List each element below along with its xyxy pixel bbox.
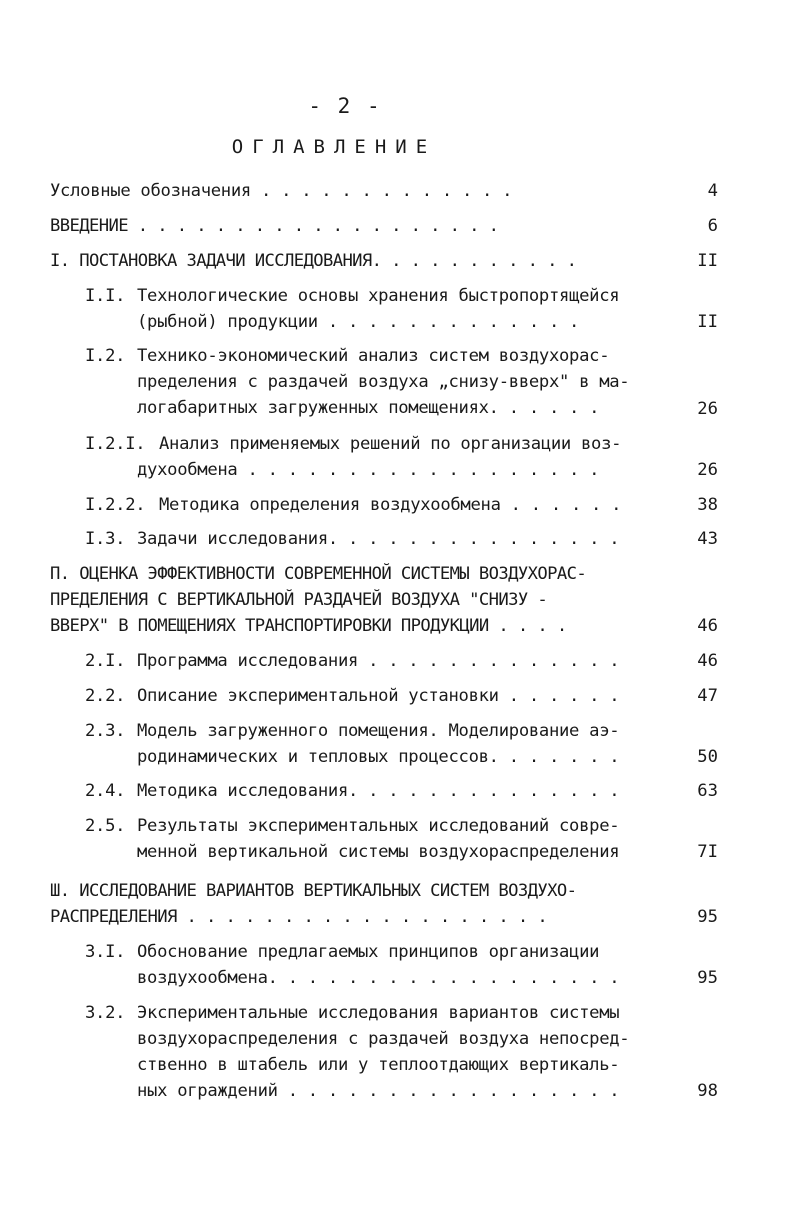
toc-page-ref: 26 [697, 399, 718, 419]
toc-entry-text: воздухообмена. . . . . . . . . . . . . . . . . . [137, 968, 620, 988]
toc-entry-number: Ш. [50, 881, 70, 901]
toc-entry-number: I.I. [85, 286, 126, 306]
toc-entry-text: Обоснование предлагаемых принципов организации [137, 942, 600, 962]
toc-entry-text: ПОСТАНОВКА ЗАДАЧИ ИССЛЕДОВАНИЯ. . . . . . . . . . . [79, 251, 577, 271]
toc-entry[interactable] [85, 526, 655, 552]
toc-entry[interactable] [50, 248, 655, 274]
toc-entry-text: ИССЛЕДОВАНИЕ ВАРИАНТОВ ВЕРТИКАЛЬНЫХ СИСТЕМ ВОЗДУХО- [79, 881, 577, 901]
toc-entry[interactable] [85, 939, 655, 991]
page-number: - 2 - [308, 94, 382, 118]
toc-entry-text: Технико-экономический анализ систем воздухорас- [137, 346, 610, 366]
toc-entry-text: Анализ применяемых решений по организации воз- [159, 434, 622, 454]
toc-page-ref: 38 [697, 495, 718, 515]
toc-entry-text: ПРЕДЕЛЕНИЯ С ВЕРТИКАЛЬНОЙ РАЗДАЧЕЙ ВОЗДУХА "СНИЗУ - [50, 590, 548, 610]
toc-entry-text: (рыбной) продукции . . . . . . . . . . . . . [137, 312, 580, 332]
toc-entry[interactable] [85, 283, 655, 335]
toc-entry-number: I.2. [85, 346, 126, 366]
toc-entry[interactable] [85, 343, 655, 421]
toc-entry-text: духообмена . . . . . . . . . . . . . . . . . . [137, 460, 600, 480]
toc-entry[interactable] [85, 813, 655, 865]
toc-entry[interactable] [85, 648, 655, 674]
toc-page-ref: 47 [697, 686, 718, 706]
toc-entry-text: РАСПРЕДЕЛЕНИЯ . . . . . . . . . . . . . . . . . . . [50, 907, 548, 927]
toc-entry-text: Методика определения воздухообмена . . . . . . [159, 495, 622, 515]
toc-title: ОГЛАВЛЕНИЕ [231, 136, 437, 158]
toc-entry-text: ОЦЕНКА ЭФФЕКТИВНОСТИ СОВРЕМЕННОЙ СИСТЕМЫ ВОЗДУХОРАС- [79, 564, 587, 584]
toc-entry-text: воздухораспределения с раздачей воздуха непосред- [137, 1029, 630, 1049]
toc-page-ref: 95 [697, 968, 718, 988]
toc-entry-number: 2.2. [85, 686, 126, 706]
toc-entry-text: Условные обозначения . . . . . . . . . . . . . [50, 181, 513, 201]
toc-entry-number: П. [50, 564, 70, 584]
toc-page-ref: 6 [707, 216, 718, 236]
toc-page-ref: 7I [697, 842, 718, 862]
toc-page-ref: II [697, 251, 718, 271]
toc-page-ref: 98 [697, 1081, 718, 1101]
toc-page-ref: 26 [697, 460, 718, 480]
toc-entry[interactable] [50, 561, 655, 639]
toc-entry-text: Результаты экспериментальных исследований совре- [137, 816, 620, 836]
toc-entry-text: Программа исследования . . . . . . . . . . . . . [137, 651, 620, 671]
toc-entry-text: Экспериментальные исследования вариантов системы [137, 1003, 620, 1023]
toc-entry-number: 3.I. [85, 942, 126, 962]
toc-page-ref: 4 [707, 181, 718, 201]
toc-entry-number: 3.2. [85, 1003, 126, 1023]
toc-page-ref: 46 [697, 651, 718, 671]
toc-page-ref: 63 [697, 781, 718, 801]
toc-entry-number: I.2.2. [85, 495, 146, 515]
toc-entry-text: Технологические основы хранения быстропортящейся [137, 286, 620, 306]
toc-entry-number: 2.3. [85, 721, 126, 741]
toc-entry[interactable] [50, 178, 655, 204]
toc-entry-text: ных ограждений . . . . . . . . . . . . . . . . . [137, 1081, 620, 1101]
toc-entry-text: Методика исследования. . . . . . . . . . . . . . [137, 781, 620, 801]
toc-entry-text: Описание экспериментальной установки . . . . . . [137, 686, 620, 706]
toc-page-ref: 50 [697, 747, 718, 767]
toc-entry[interactable] [50, 213, 655, 239]
toc-entry-text: пределения с раздачей воздуха „снизу-вверх" в ма- [137, 372, 630, 392]
toc-entry-text: Модель загруженного помещения. Моделирование аэ- [137, 721, 620, 741]
toc-entry-text: ВВЕДЕНИЕ . . . . . . . . . . . . . . . . . . . [50, 216, 499, 236]
toc-entry[interactable] [85, 718, 655, 770]
toc-entry-number: I.3. [85, 529, 126, 549]
toc-entry-text: логабаритных загруженных помещениях. . . . . . [137, 398, 600, 418]
toc-entry[interactable] [85, 683, 655, 709]
toc-page-ref: 43 [697, 529, 718, 549]
toc-entry[interactable] [85, 1000, 655, 1104]
toc-entry[interactable] [85, 778, 655, 804]
toc-page-ref: 95 [697, 907, 718, 927]
toc-entry-text: менной вертикальной системы воздухораспределения [137, 842, 620, 862]
toc-entry-number: I.2.I. [85, 434, 146, 454]
toc-entry-number: 2.4. [85, 781, 126, 801]
toc-entry-text: ВВЕРХ" В ПОМЕЩЕНИЯХ ТРАНСПОРТИРОВКИ ПРОДУКЦИИ . . . . [50, 616, 567, 636]
toc-entry-text: ственно в штабель или у теплоотдающих вертикаль- [137, 1055, 620, 1075]
toc-entry-number: 2.5. [85, 816, 126, 836]
toc-entry[interactable] [50, 878, 655, 930]
toc-entry-text: Задачи исследования. . . . . . . . . . . . . . . [137, 529, 620, 549]
toc-entry[interactable] [85, 431, 655, 483]
toc-page-ref: 46 [697, 616, 718, 636]
toc-entry-number: 2.I. [85, 651, 126, 671]
toc-entry[interactable] [85, 492, 655, 518]
toc-page-ref: II [697, 312, 718, 332]
toc-entry-number: I. [50, 251, 70, 271]
toc-entry-text: родинамических и тепловых процессов. . . . . . . [137, 747, 620, 767]
